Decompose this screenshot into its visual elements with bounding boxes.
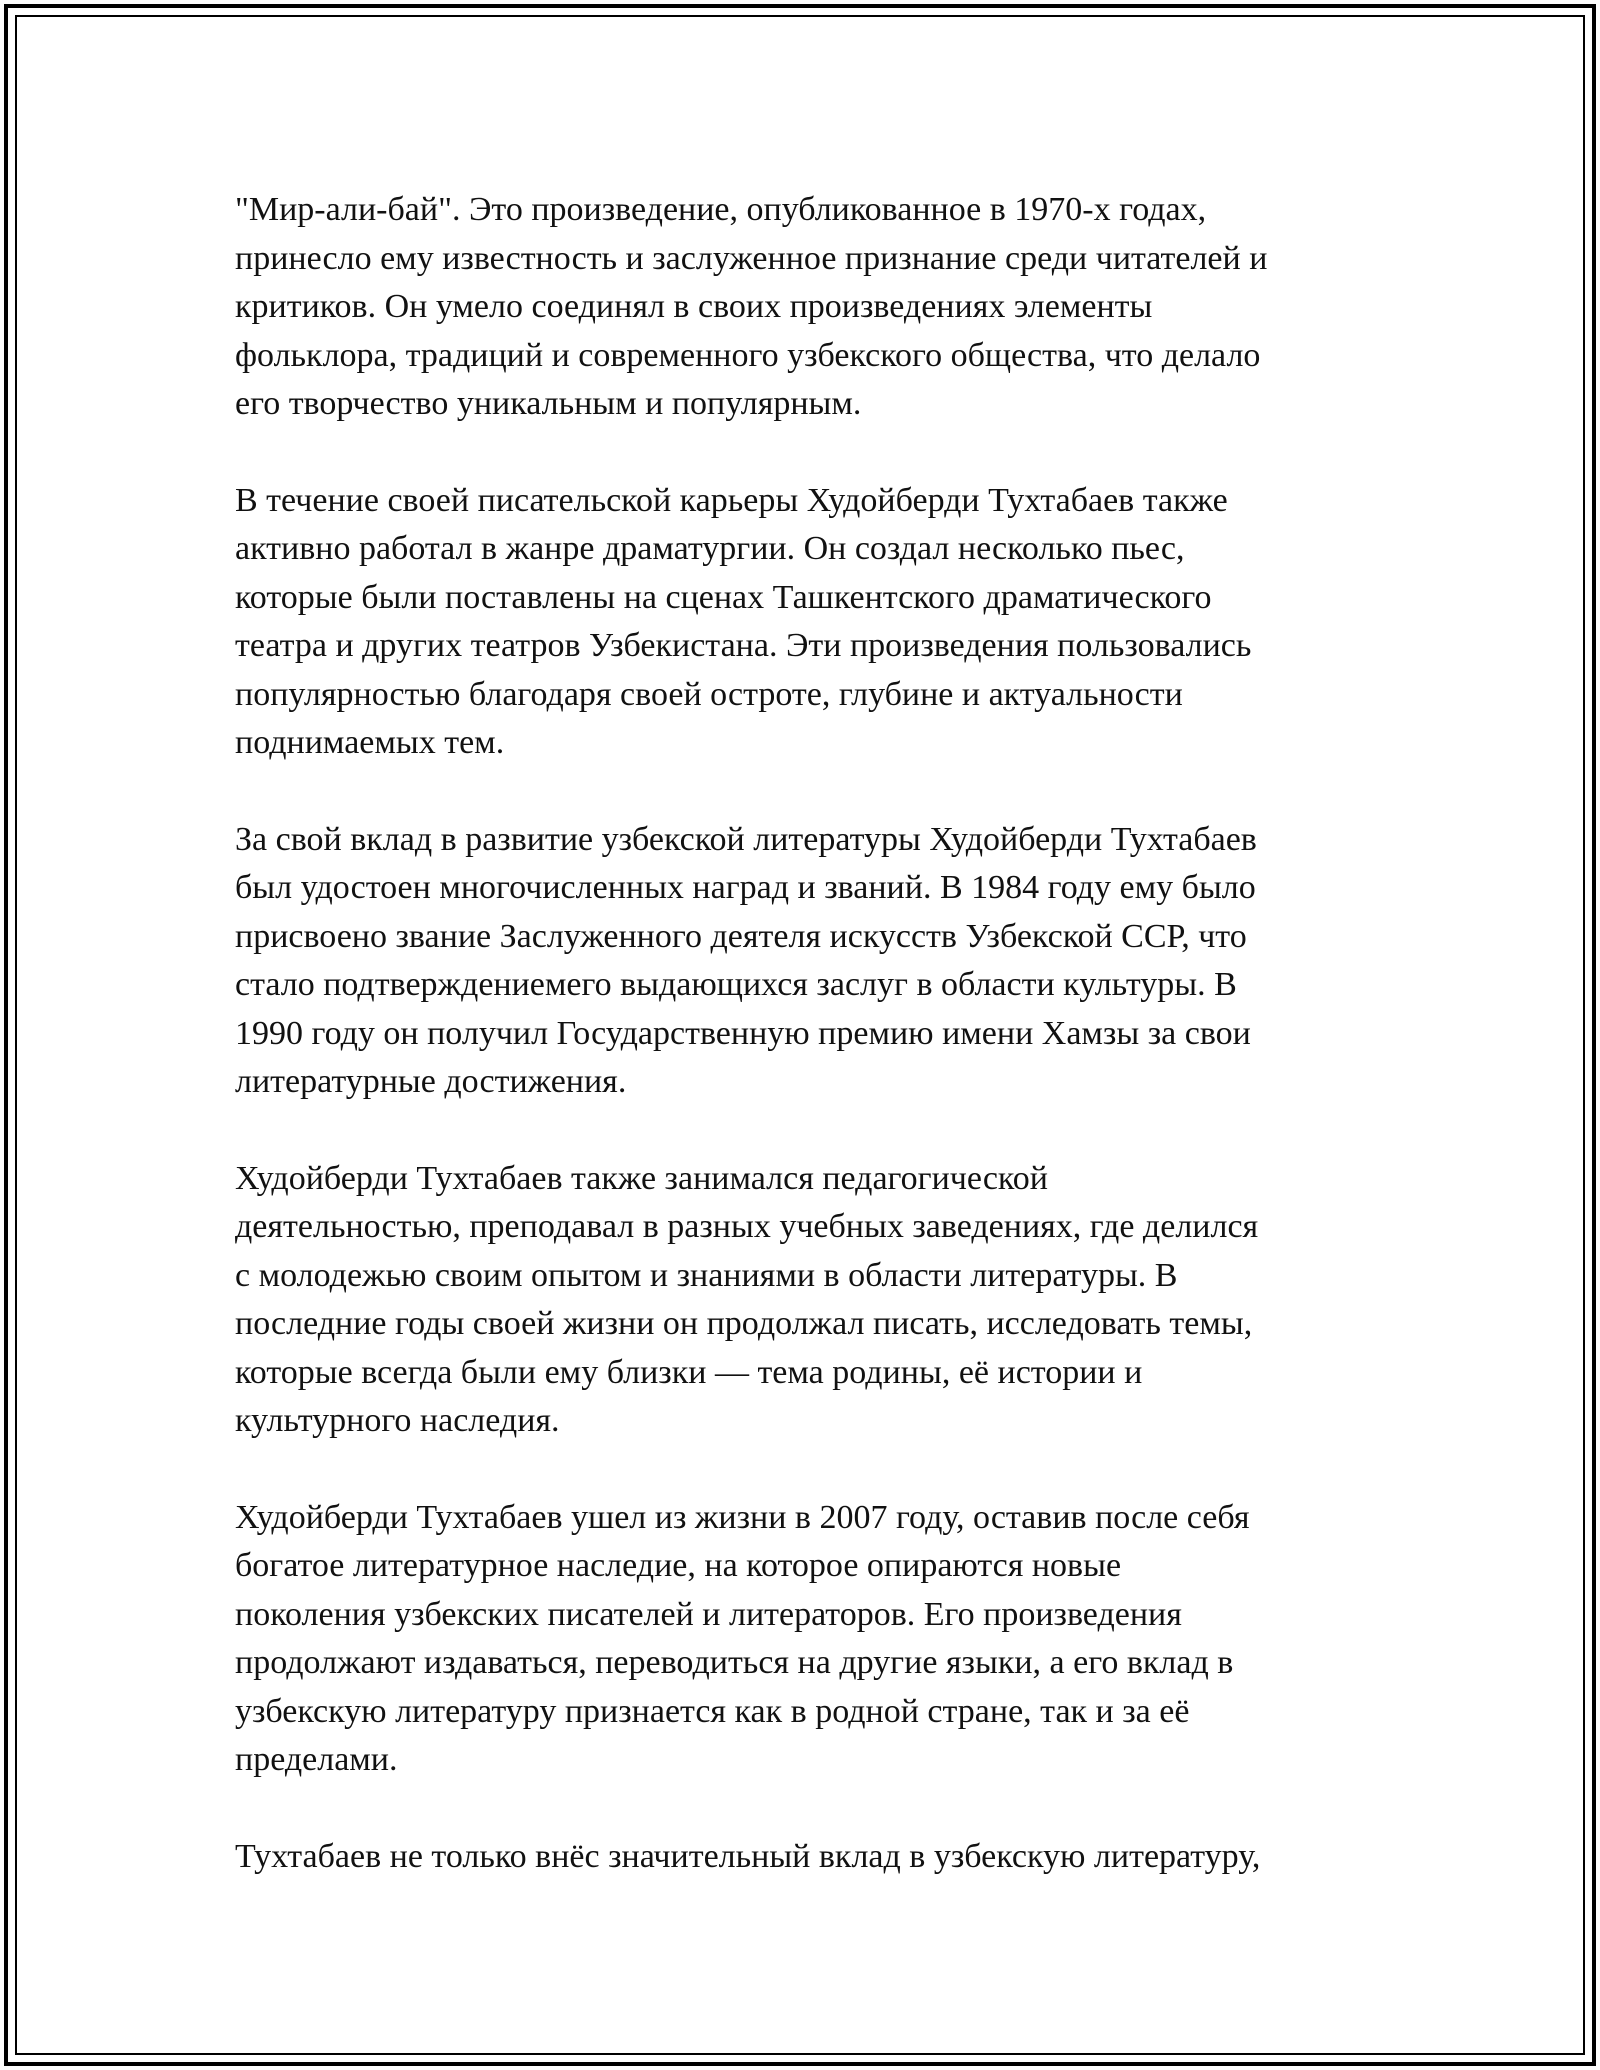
paragraph-5: Худойберди Тухтабаев ушел из жизни в 2007 году, оставив после себя богатое литературное наследие, на которое опираются новые поколения узбекских писателей и литераторов. Его произведения продолжают издаваться, переводиться на другие языки, а его вклад в узбекскую литературу признается как в родной стране, так и за её пределами. <box>235 1498 1250 1778</box>
document-body <box>235 186 1365 1881</box>
paragraph-2: В течение своей писательской карьеры Худойберди Тухтабаев также активно работал в жанре драматургии. Он создал несколько пьес, которые были поставлены на сценах Ташкентского драматического театра и других театров Узбекистана. Эти произведения пользовались популярностью благодаря своей остроте, глубине и актуальности поднимаемых тем. <box>235 481 1252 761</box>
paragraph-4: Худойберди Тухтабаев также занимался педагогической деятельностью, преподавал в разных учебных заведениях, где делился с молодежью своим опытом и знаниями в области литературы. В последние годы своей жизни он продолжал писать, исследовать темы, которые всегда были ему близки — тема родины, её истории и культурного наследия. <box>235 1159 1259 1439</box>
paragraph-6: Тухтабаев не только внёс значительный вклад в узбекскую литературу, <box>235 1837 1261 1875</box>
paragraph-1: "Мир-али-бай". Это произведение, опубликованное в 1970-х годах, принесло ему известность и заслуженное признание среди читателей и критиков. Он умело соединял в своих произведениях элементы фольклора, традиций и современного узбекского общества, что делало его творчество уникальным и популярным. <box>235 191 1268 422</box>
paragraph-3: За свой вклад в развитие узбекской литературы Худойберди Тухтабаев был удостоен многочисленных наград и званий. В 1984 году ему было присвоено звание Заслуженного деятеля искусств Узбекской ССР, что стало подтверждениемего выдающихся заслуг в области культуры. В 1990 году он получил Государственную премию имени Хамзы за свои литературные достижения. <box>235 820 1257 1100</box>
